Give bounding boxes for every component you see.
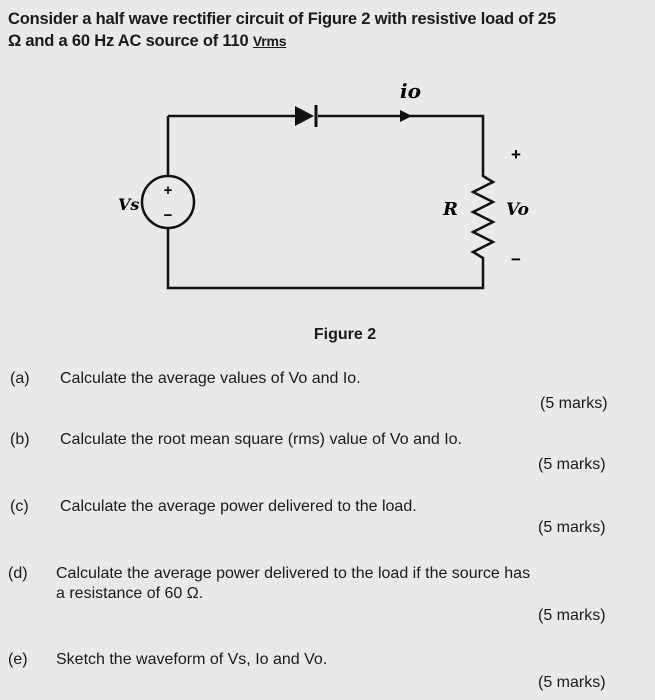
- voltage-source-symbol: [142, 176, 194, 228]
- intro-line-2-unit: Vrms: [252, 33, 287, 49]
- question-a-marks: (5 marks): [540, 395, 608, 412]
- question-c-marks: (5 marks): [538, 519, 606, 536]
- circuit-diagram: [100, 78, 580, 308]
- output-minus-sign: −: [511, 250, 521, 269]
- intro-line-2: [8, 30, 638, 52]
- question-e-marks: (5 marks): [538, 674, 606, 691]
- question-c-letter: (c): [10, 498, 29, 515]
- question-d-text: [56, 564, 626, 604]
- diode-symbol: [295, 105, 316, 127]
- question-b-text: Calculate the root mean square (rms) value of Vo and Io.: [60, 431, 462, 448]
- intro-line-1: Consider a half wave rectifier circuit of Figure 2 with resistive load of 25: [8, 10, 556, 28]
- resistor-label: R: [443, 199, 458, 220]
- question-e: [8, 650, 638, 670]
- wire-top-right: [318, 116, 483, 171]
- question-c: [10, 497, 640, 517]
- resistor-symbol: [473, 171, 493, 263]
- question-a: [10, 369, 640, 389]
- figure-caption: Figure 2: [313, 326, 377, 343]
- wire-bottom: [168, 228, 483, 288]
- source-label: Vs: [118, 195, 140, 214]
- question-e-letter: (e): [8, 651, 28, 668]
- question-b-letter: (b): [10, 431, 30, 448]
- output-label: Vo: [506, 200, 529, 220]
- intro-line-2-text: Ω and a 60 Hz AC source of 110: [8, 32, 249, 50]
- question-a-text: Calculate the average values of Vo and Io.: [60, 370, 361, 387]
- question-d-marks: (5 marks): [538, 607, 606, 624]
- question-e-text: Sketch the waveform of Vs, Io and Vo.: [56, 651, 328, 668]
- question-b-marks: (5 marks): [538, 456, 606, 473]
- source-minus-sign: −: [163, 207, 173, 224]
- question-d: [8, 564, 638, 604]
- source-plus-sign: +: [163, 182, 173, 199]
- question-d-text-line-2: a resistance of 60 Ω.: [56, 585, 204, 602]
- question-b: [10, 430, 640, 450]
- current-arrow-icon: [400, 110, 412, 122]
- problem-statement: [8, 8, 638, 52]
- current-label: io: [400, 79, 421, 103]
- question-d-letter: (d): [8, 565, 28, 582]
- output-plus-sign: +: [511, 145, 521, 164]
- question-a-letter: (a): [10, 370, 30, 387]
- question-c-text: Calculate the average power delivered to the load.: [60, 498, 417, 515]
- question-d-text-line-1: Calculate the average power delivered to the load if the source has: [56, 565, 531, 582]
